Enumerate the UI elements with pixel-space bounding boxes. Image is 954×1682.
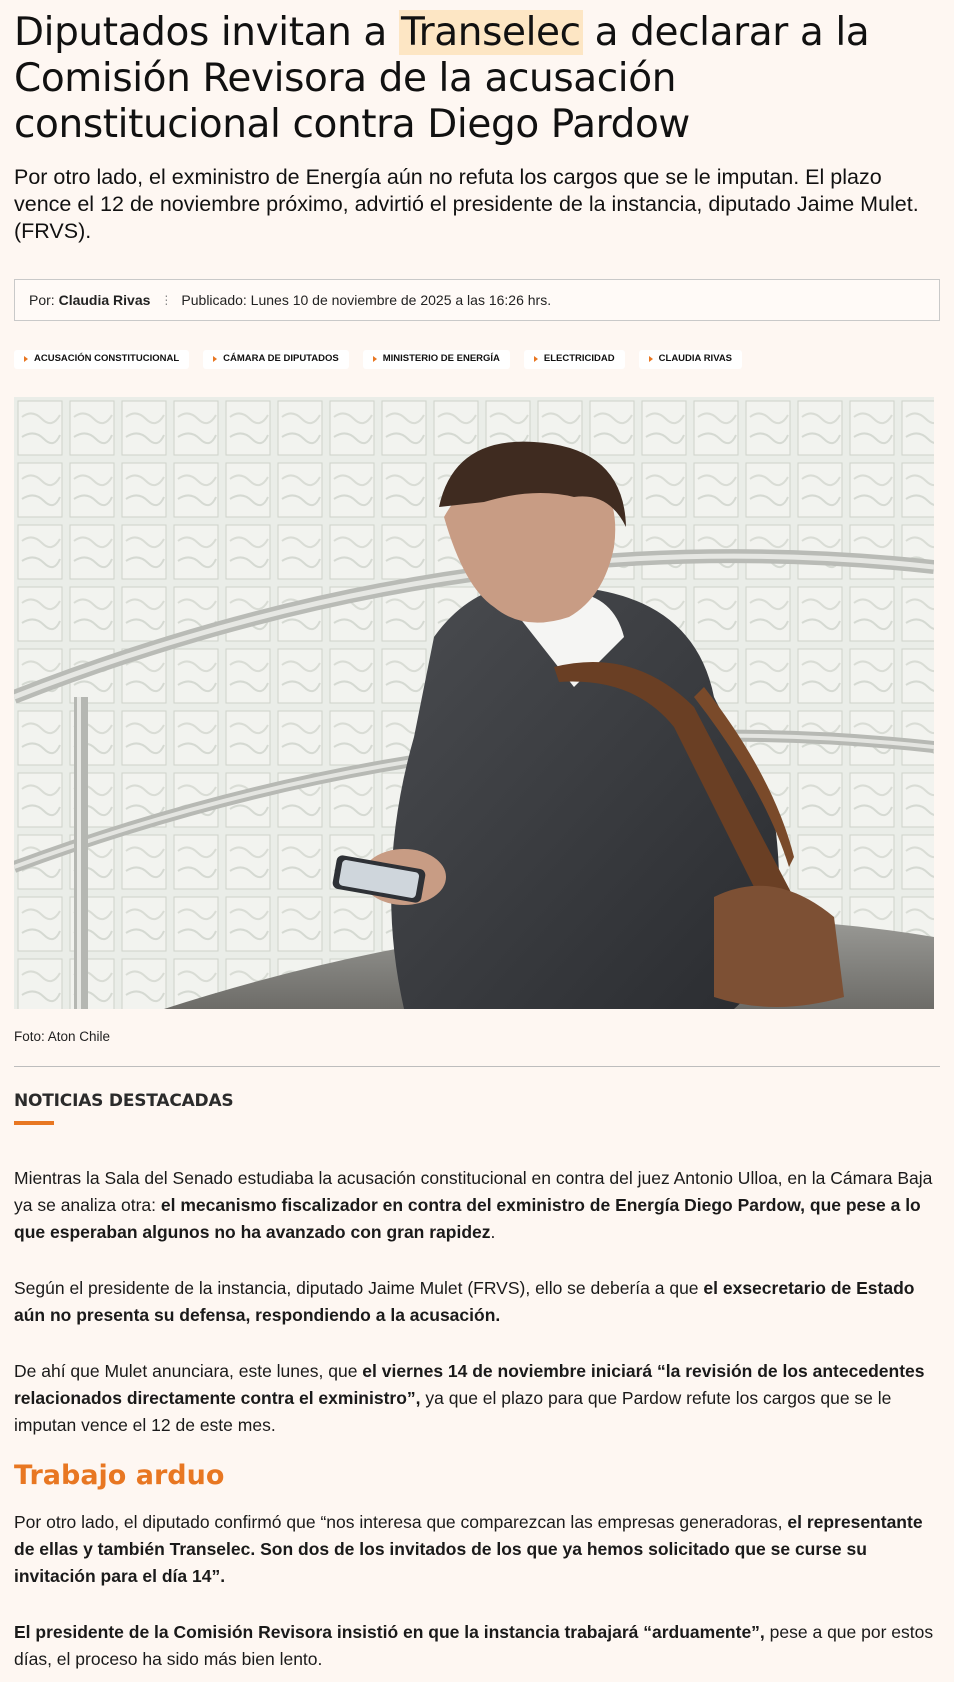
body-paragraph: [14, 1509, 940, 1590]
arrow-right-icon: [649, 356, 653, 362]
text: pese a que por estos días, el proceso ha sido más bien lento.: [14, 1622, 934, 1669]
title-text: a declarar a la Comisión Revisora de la acusación constitucional contra Diego Pardow: [14, 10, 870, 147]
article-title: [14, 0, 940, 148]
text: .: [490, 1222, 496, 1242]
tag-camara-de-diputados[interactable]: [203, 350, 349, 369]
tag-electricidad[interactable]: [524, 350, 625, 369]
article-body: [14, 1165, 940, 1673]
text: Por otro lado, el diputado confirmó que “nos interesa que comparezcan las empresas generadoras,: [14, 1512, 788, 1532]
text: Mientras la Sala del Senado estudiaba la acusación constitucional en contra del juez Antonio Ulloa, en la Cámara Baja ya se analiza otra:: [14, 1168, 933, 1215]
title-highlight: Transelec: [400, 10, 581, 55]
published-date: Publicado: Lunes 10 de noviembre de 2025 a las 16:26 hrs.: [181, 292, 552, 308]
text: ya que el plazo para que Pardow refute los cargos que se le imputan vence el 12 de este mes.: [14, 1388, 892, 1435]
body-paragraph: [14, 1275, 940, 1329]
tag-label: ACUSACIÓN CONSTITUCIONAL: [34, 353, 180, 364]
byline-label: Por:: [29, 292, 55, 308]
bold-text: El presidente de la Comisión Revisora insistió en que la instancia trabajará “arduamente”,: [14, 1622, 765, 1642]
bold-text: el representante de ellas y también Transelec. Son dos de los invitados de los que ya hemos solicitado que se curse su invitación para el día 14”.: [14, 1512, 923, 1586]
tag-ministerio-de-energia[interactable]: [363, 350, 510, 369]
featured-news-heading[interactable]: NOTICIAS DESTACADAS: [14, 1091, 234, 1111]
tag-label: MINISTERIO DE ENERGÍA: [382, 353, 500, 364]
tag-label: CLAUDIA RIVAS: [658, 353, 733, 364]
tag-label: CÁMARA DE DIPUTADOS: [223, 353, 339, 364]
article-subtitle: Por otro lado, el exministro de Energía aún no refuta los cargos que se le imputan. El plazo vence el 12 de noviembre próximo, advirtió el presidente de la instancia, diputado Jaime Mulet. (FRVS).: [14, 165, 919, 243]
bold-text: el viernes 14 de noviembre iniciará “la revisión de los antecedentes relacionados directamente contra el exministro”,: [14, 1361, 925, 1408]
article-photo: [14, 397, 934, 1009]
tag-list: [14, 350, 940, 369]
text: De ahí que Mulet anunciara, este lunes, que: [14, 1361, 363, 1381]
byline-separator: ⋮: [160, 293, 172, 307]
arrow-right-icon: [24, 356, 28, 362]
arrow-right-icon: [213, 356, 217, 362]
byline: [14, 279, 940, 321]
divider: [14, 1066, 940, 1067]
bold-text: el mecanismo fiscalizador en contra del exministro de Energía Diego Pardow, que pese a lo que esperaban algunos no ha avanzado con gran rapidez: [14, 1195, 921, 1242]
author-name[interactable]: Claudia Rivas: [58, 292, 151, 308]
title-text: Diputados invitan a: [14, 10, 399, 55]
arrow-right-icon: [534, 356, 538, 362]
tag-acusacion-constitucional[interactable]: [14, 350, 189, 369]
body-paragraph: [14, 1358, 940, 1439]
tag-claudia-rivas[interactable]: [639, 350, 742, 369]
bold-text: el exsecretario de Estado aún no presenta su defensa, respondiendo a la acusación.: [14, 1278, 915, 1325]
photo-illustration: [14, 397, 934, 1009]
body-paragraph: [14, 1619, 940, 1673]
featured-news-underline: [14, 1121, 54, 1125]
section-heading: Trabajo arduo: [14, 1460, 225, 1491]
photo-caption: Foto: Aton Chile: [14, 1029, 111, 1044]
body-paragraph: [14, 1165, 940, 1246]
arrow-right-icon: [373, 356, 377, 362]
text: Según el presidente de la instancia, diputado Jaime Mulet (FRVS), ello se debería a que: [14, 1278, 704, 1298]
tag-label: ELECTRICIDAD: [543, 353, 615, 364]
